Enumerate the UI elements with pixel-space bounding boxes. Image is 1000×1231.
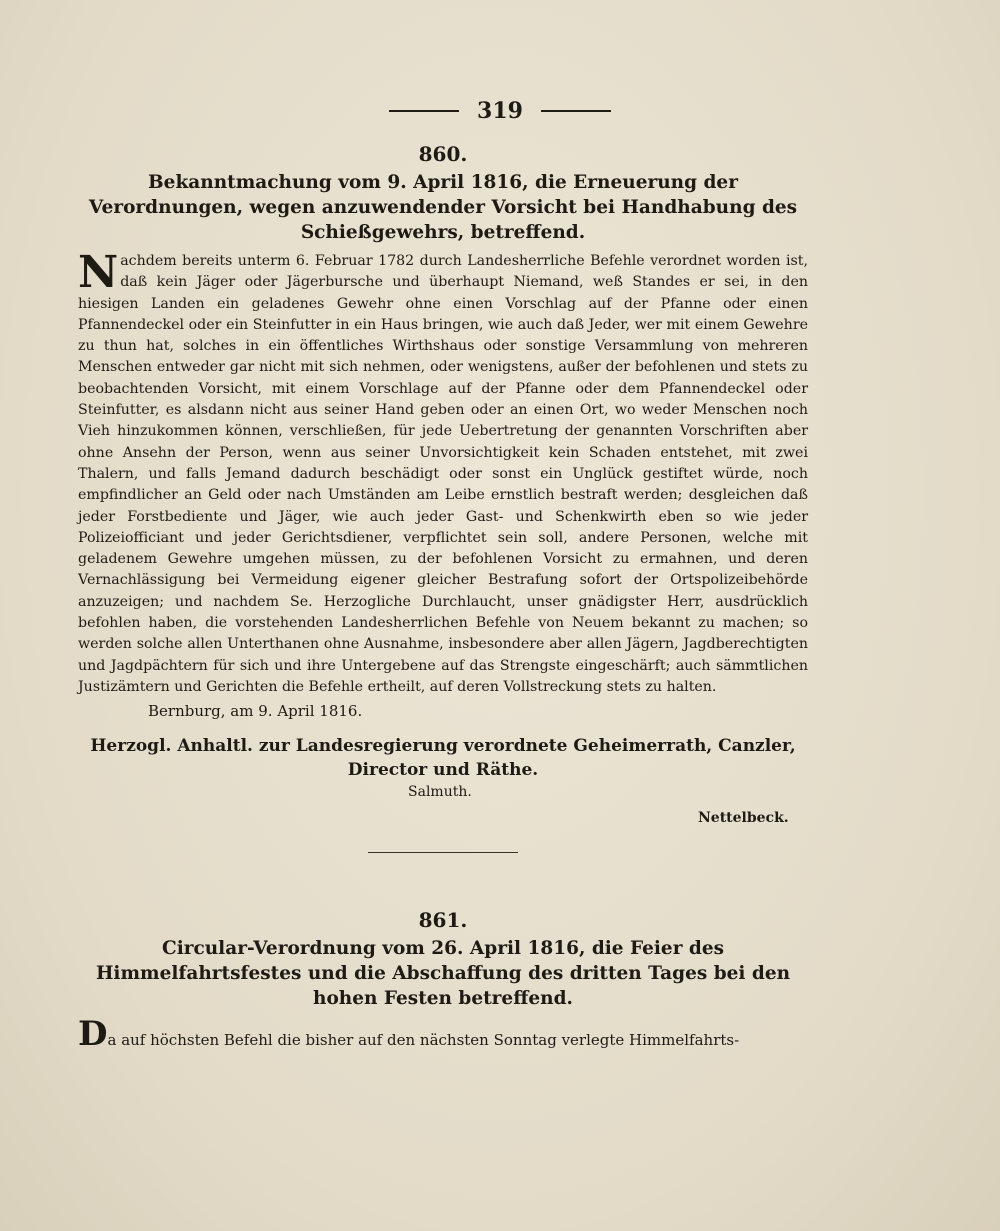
section-divider — [368, 852, 518, 853]
page-header — [0, 96, 1000, 126]
signature-nettelbeck: Nettelbeck. — [698, 810, 789, 827]
section-body — [78, 1014, 808, 1054]
body-text: achdem bereits unterm 6. Februar 1782 durch Landesherrliche Befehle verordnet worden ist, daß kein Jäger oder Jägerbursche und überhaupt Niemand, weß Standes er sei, in den hiesigen Landen ein geladenes Gewehr ohne einen Vorschlag auf der Pfanne oder einen Pfannendeckel oder ein Steinfutter in ein Haus bringen, wie auch daß Jeder, wer mit einem Gewehre zu thun hat, solches in ein öffentliches Wirthshaus oder sonstige Versammlung von mehreren Menschen entweder gar nicht mit sich nehmen, oder wenigstens, außer der befohlenen und stets zu beobachtenden Vorsicht, mit einem Vorschlage auf der Pfanne oder dem Pfannendeckel oder Steinfutter, es alsdann nicht aus seiner Hand geben oder an einen Ort, wo weder Menschen noch Vieh hinzukommen können, verschließen, für jede Uebertretung der genannten Vorschriften aber ohne Ansehn der Person, wenn aus seiner Unvorsichtigkeit kein Schaden entstehet, mit zwei Thalern, und falls Jemand dadurch beschädigt oder sonst ein Unglück gestiftet würde, noch empfindlicher an Geld oder nach Umständen am Leibe ernstlich bestraft werden; desgleichen daß jeder Forstbediente und Jäger, wie auch jeder Gast- und Schenkwirth eben so wie jeder Polizeiofficiant und jeder Gerichtsdiener, verpflichtet sein soll, andere Personen, welche mit geladenem Gewehre umgehen müssen, zu der befohlenen Vorsicht zu ermahnen, und deren Vernachlässigung bei Vermeidung eigener gleicher Bestrafung sofort der Ortspolizeibehörde anzuzeigen; und nachdem Se. Herzogliche Durchlaucht, unser gnädigster Herr, ausdrücklich befohlen haben, die vorstehenden Landesherrlichen Befehle von Neuem bekannt zu machen; so werden solche allen Unterthanen ohne Ausnahme, insbesondere aber allen Jägern, Jagdberechtigten und Jagdpächtern für sich und ihre Untergebene auf das Strengste eingeschärft; auch sämmtlichen Justizämtern und Gerichten die Befehle ertheilt, auf deren Vollstreckung stets zu halten. — [78, 253, 808, 695]
drop-cap: N — [78, 247, 119, 298]
section-number: 861. — [418, 908, 468, 932]
section-title: Bekanntmachung vom 9. April 1816, die Erneuerung der Verordnungen, wegen anzuwendender Vorsicht bei Handhabung des Schießgewehrs, betreffend. — [88, 172, 798, 243]
header-rule-left — [389, 110, 459, 112]
section-860 — [78, 142, 808, 853]
drop-cap: D — [78, 1014, 108, 1054]
header-rule-right — [541, 110, 611, 112]
issuing-authority: Herzogl. Anhaltl. zur Landesregierung verordnete Geheimerrath, Canzler, Director und Räthe. — [90, 736, 796, 781]
section-body — [78, 247, 808, 698]
section-number: 860. — [418, 142, 468, 166]
body-text: a auf höchsten Befehl die bisher auf den nächsten Sonntag verlegte Himmelfahrts- — [107, 1031, 740, 1049]
section-861 — [78, 908, 808, 1054]
place-date: Bernburg, am 9. April 1816. — [148, 702, 363, 721]
section-title: Circular-Verordnung vom 26. April 1816, die Feier des Himmelfahrtsfestes und die Abschaffung des dritten Tages bei den hohen Festen betreffend. — [95, 938, 791, 1009]
signature-salmuth: Salmuth. — [408, 784, 472, 801]
page-number: 319 — [477, 98, 523, 124]
